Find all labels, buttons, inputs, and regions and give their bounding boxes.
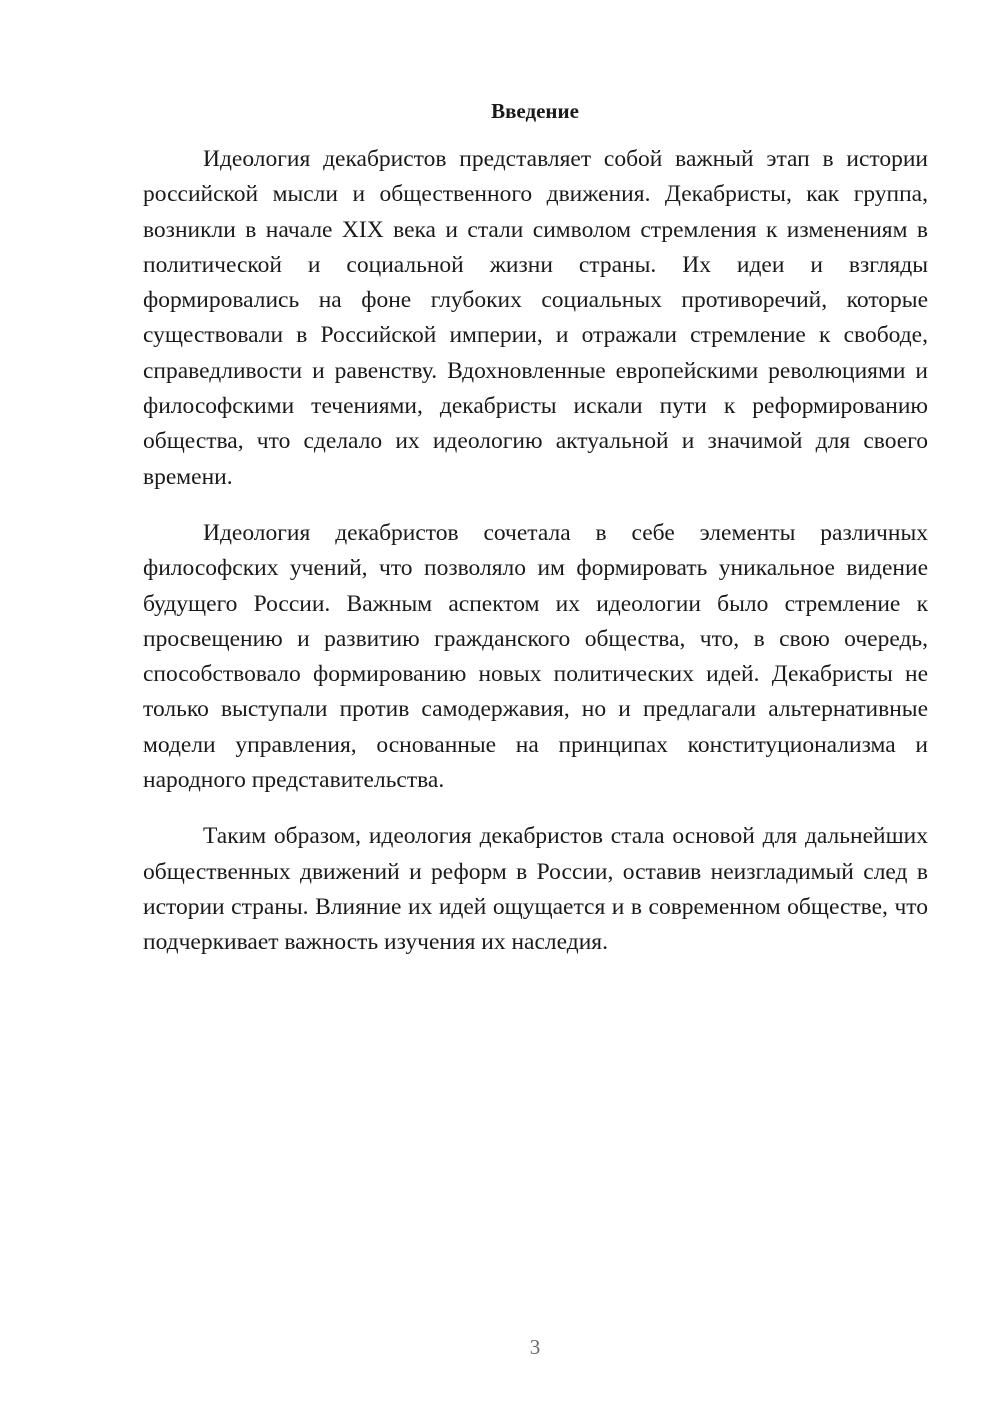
paragraph-2: Идеология декабристов сочетала в себе элементы различных философских учений, что позволяло им формировать уникальное видение будущего России. Важным аспектом их идеологии было стремление к просвещению и развитию гражданского общества, что, в свою очередь, способствовало формированию новых политических идей. Декабристы не только выступали против самодержавия, но и предлагали альтернативные модели управления, основанные на принципах конституционализма и народного представительства. bbox=[143, 519, 928, 794]
page-number: 3 bbox=[529, 1335, 541, 1359]
paragraph-1: Идеология декабристов представляет собой важный этап в истории российской мысли и общественного движения. Декабристы, как группа, возникли в начале XIX века и стали символом стремления к изменениям в политической и социальной жизни страны. Их идеи и взгляды формировались на фоне глубоких социальных противоречий, которые существовали в Российской империи, и отражали стремление к свободе, справедливости и равенству. Вдохновленные европейскими революциями и философскими течениями, декабристы искали пути к реформированию общества, что сделало их идеологию актуальной и значимой для своего времени. bbox=[143, 146, 928, 490]
section-heading: Введение bbox=[491, 99, 579, 123]
body-text bbox=[143, 142, 928, 982]
paragraph-3: Таким образом, идеология декабристов стала основой для дальнейших общественных движений и реформ в России, оставив неизгладимый след в истории страны. Влияние их идей ощущается и в современном обществе, что подчеркивает важность изучения их наследия. bbox=[143, 823, 928, 956]
